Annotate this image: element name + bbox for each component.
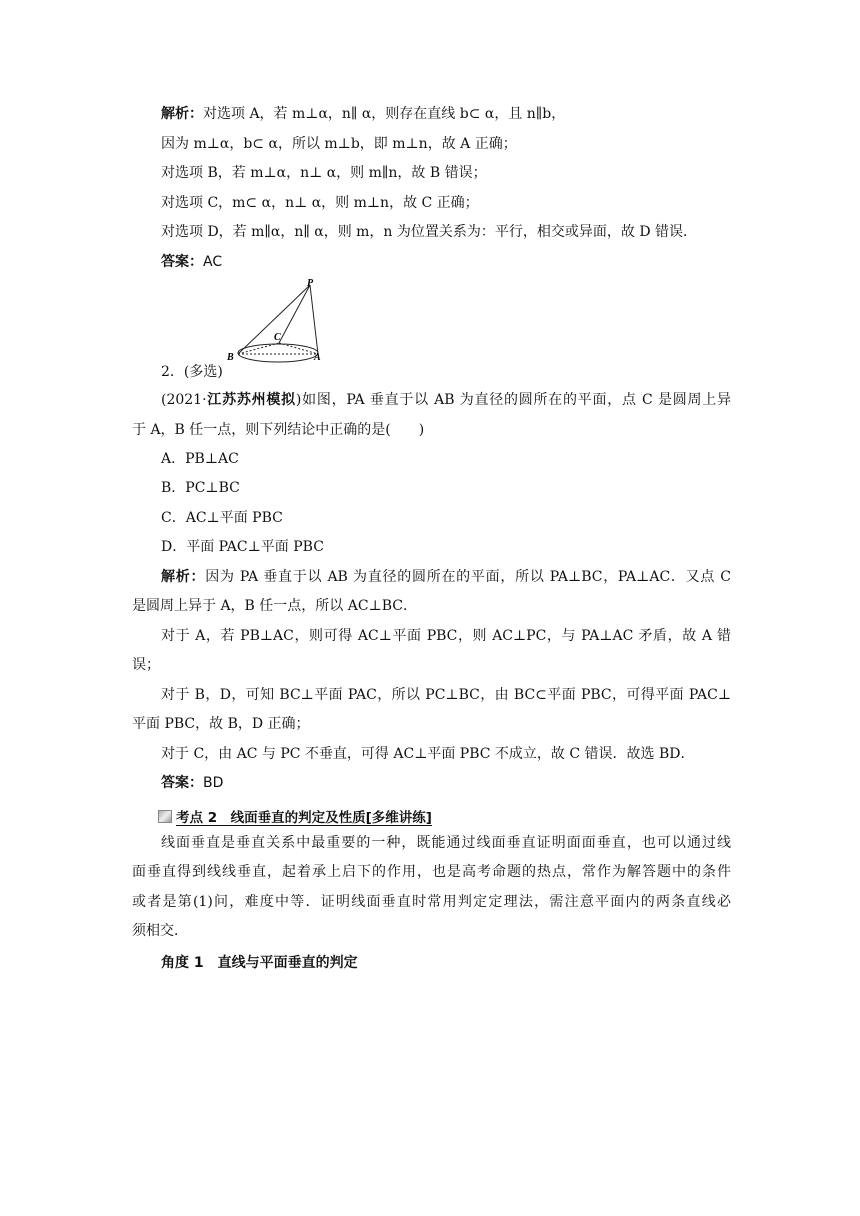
question-stem-line-1 [161, 390, 731, 410]
cone-geometry-figure [224, 276, 324, 366]
question-number: 2．(多选) [161, 364, 223, 380]
option-b: B．PC⊥BC [161, 480, 240, 496]
analysis-2-line-4: 误； [132, 657, 160, 673]
topic-heading [158, 806, 432, 826]
angle-title: 角度 1 直线与平面垂直的判定 [161, 955, 358, 971]
label-c: C [274, 332, 281, 343]
analysis-1-line-3: 对选项 B，若 m⊥α，n⊥ α，则 m∥n，故 B 错误； [161, 165, 487, 181]
label-b: B [227, 352, 234, 363]
analysis-1-line-1 [161, 104, 565, 124]
analysis-2-line-2: 是圆周上异于 A，B 任一点，所以 AC⊥BC． [132, 598, 417, 614]
analysis-1-line-5: 对选项 D，若 m∥α，n∥ α，则 m，n 为位置关系为：平行，相交或异面，故 D 错误． [161, 224, 698, 240]
analysis-1-line-2: 因为 m⊥α，b⊂ α，所以 m⊥b，即 m⊥n，故 A 正确； [161, 136, 517, 152]
edge-pc [279, 285, 310, 343]
answer-value: BD [203, 775, 224, 791]
label-p: P [307, 278, 314, 289]
analysis-label: 解析： [161, 569, 206, 585]
option-c: C．AC⊥平面 PBC [161, 510, 283, 526]
analysis-2-line-7: 对于 C，由 AC 与 PC 不垂直，可得 AC⊥平面 PBC 不成立，故 C 错误．故选 BD． [161, 746, 695, 762]
topic-title: 考点 2 线面垂直的判定及性质[多维讲练] [176, 810, 432, 826]
topic-para-line-4: 须相交． [132, 923, 188, 939]
label-a: A [314, 352, 321, 363]
analysis-1-line-4: 对选项 C，m⊂ α，n⊥ α，则 m⊥n，故 C 正确； [161, 195, 479, 211]
heading-square-icon [158, 810, 172, 823]
analysis-text: 对选项 A，若 m⊥α，n∥ α，则存在直线 b⊂ α，且 n∥b， [203, 106, 566, 122]
edge-pa [310, 285, 318, 354]
option-a: A．PB⊥AC [161, 451, 239, 467]
analysis-2-line-6: 平面 PBC，故 B，D 正确； [132, 716, 310, 732]
base-circle [238, 344, 318, 362]
topic-para-line-3: 或者是第(1)问，难度中等．证明线面垂直时常用判定定理法，需注意平面内的两条直线必 [132, 894, 731, 910]
analysis-2-line-3: 对于 A，若 PB⊥AC，则可得 AC⊥平面 PBC，则 AC⊥PC，与 PA⊥AC 矛盾，故 A 错 [161, 628, 731, 644]
analysis-2-line-5: 对于 B，D，可知 BC⊥平面 PAC，所以 PC⊥BC，由 BC⊂平面 PBC，可得平面 PAC⊥ [161, 687, 731, 703]
stem-text: )如图，PA 垂直于以 AB 为直径的圆所在的平面，点 C 是圆周上异 [295, 392, 731, 408]
option-d: D．平面 PAC⊥平面 PBC [161, 539, 324, 555]
question-stem-line-2: 于 A，B 任一点，则下列结论中正确的是( ) [132, 422, 425, 438]
source-name: 江苏苏州模拟 [206, 392, 296, 408]
analysis-text: 因为 PA 垂直于以 AB 为直径的圆所在的平面，所以 PA⊥BC，PA⊥AC．又点 C [205, 569, 732, 585]
answer-1 [161, 252, 222, 272]
topic-para-line-2: 面垂直得到线线垂直，起着承上启下的作用，也是高考命题的热点，常作为解答题中的条件 [132, 864, 731, 880]
topic-para-line-1: 线面垂直是垂直关系中最重要的一种，既能通过线面垂直证明面面垂直，也可以通过线 [161, 835, 731, 851]
source-prefix: (2021· [161, 392, 207, 408]
answer-2 [161, 773, 223, 793]
answer-label: 答案： [161, 775, 203, 791]
answer-value: AC [203, 254, 223, 270]
analysis-2-line-1 [161, 567, 731, 587]
analysis-label: 解析： [161, 106, 203, 122]
answer-label: 答案： [161, 254, 203, 270]
